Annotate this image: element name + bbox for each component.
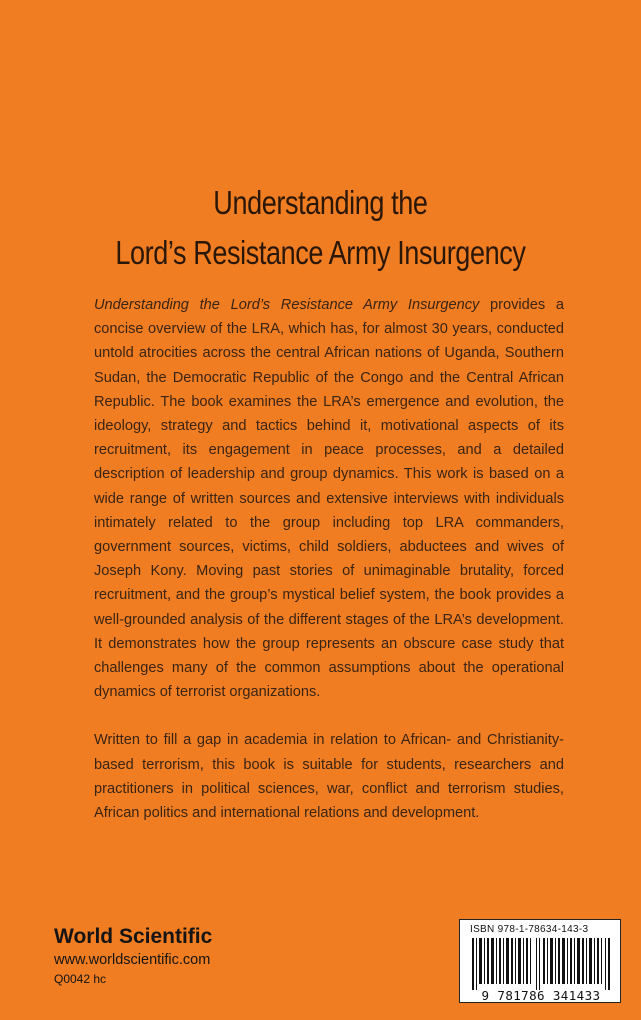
- product-code: Q0042 hc: [54, 972, 107, 986]
- isbn-label: ISBN 978-1-78634-143-3: [470, 924, 589, 935]
- book-title: [58, 178, 584, 278]
- barcode-bars-icon: [472, 938, 610, 990]
- blurb-paragraph-2: Written to fill a gap in academia in relation to African- and Christianity-based terrorism, this book is suitable for students, researchers and practitioners in political sciences, war, conflict and terrorism studies, African politics and international relations and development.: [94, 732, 564, 822]
- publisher-url: www.worldscientific.com: [54, 952, 211, 968]
- back-cover-blurb: [94, 293, 564, 849]
- blurb-paragraph-1: [94, 293, 564, 704]
- blurb-title-italic: Understanding the Lord’s Resistance Army Insurgency: [94, 297, 480, 313]
- book-title-line-2: Lord’s Resistance Army Insurgency: [115, 234, 526, 271]
- book-title-line-1: Understanding the: [213, 184, 428, 221]
- publisher-block: [54, 924, 212, 988]
- blurb-paragraph-1-text: provides a concise overview of the LRA, which has, for almost 30 years, conducted untold atrocities across the central African nations of Uganda, Southern Sudan, the Democratic Republic of the Congo and the Central African Republic. The book examines the LRA’s emergence and evolution, the ideology, strategy and tactics behind it, motivational aspects of its recruitment, its engagement in peace processes, and a detailed description of leadership and group dynamics. This work is based on a wide range of written sources and extensive interviews with individuals intimately related to the group including top LRA commanders, government sources, victims, child soldiers, abductees and wives of Joseph Kony. Moving past stories of unimaginable brutality, forced recruitment, and the group’s mystical belief system, the book provides a well-grounded analysis of the different stages of the LRA’s development. It demonstrates how the group represents an obscure case study that challenges many of the common assumptions about the operational dynamics of terrorist organizations.: [94, 297, 564, 701]
- publisher-name: World Scientific: [54, 925, 213, 948]
- isbn-barcode: [459, 919, 621, 1003]
- barcode-digits: 9 781786 341433: [481, 988, 601, 1003]
